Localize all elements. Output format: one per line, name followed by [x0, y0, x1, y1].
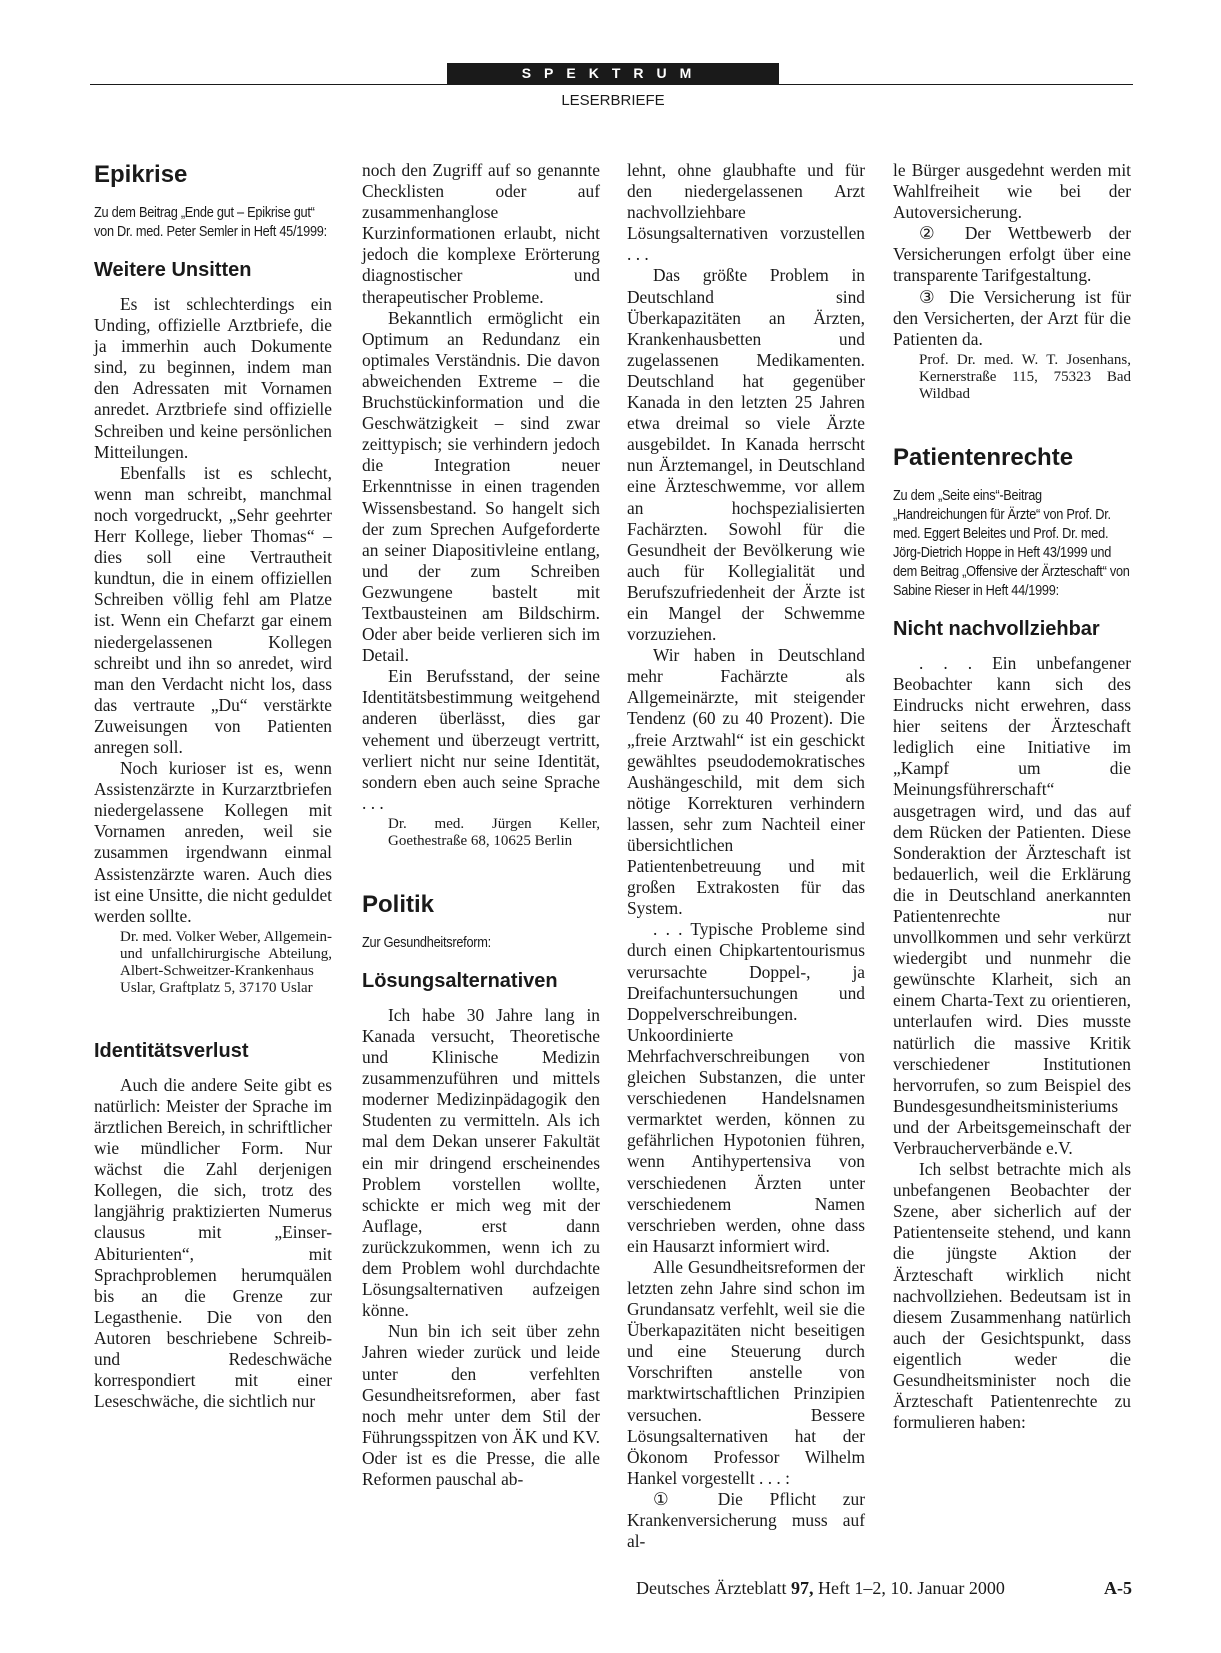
- letter-signature: Dr. med. Volker Weber, Allgemein- und unfallchirurgische Abteilung, Albert-Schweitzer-Krankenhaus Uslar, Graftplatz 5, 37170 Uslar: [120, 928, 332, 996]
- paragraph: Ich habe 30 Jahre lang in Kanada versucht, Theoretische und Klinische Medizin zusammenzuführen und mittels moderner Medizinpädagogik den Studenten zu vermitteln. Als ich mal dem Dekan unserer Fakultät ein mir dringend erscheinendes Problem vorstellen wollte, schickte er mich weg mit der Auflage, erst dann zurückzukommen, wenn ich zu dem Problem wohl durchdachte Lösungsalternativen aufzeigen könne.: [362, 1004, 600, 1321]
- paragraph: Ich selbst betrachte mich als unbefangenen Beobachter der Szene, aber sicherlich auf der Patientenseite stehend, und kann die jüngste Aktion der Ärzteschaft wirklich nicht nachvollziehen. Bedeutsam ist in diesem Zusammenhang natürlich auch der Gesichtspunkt, dass eigentlich weder die Gesundheitsminister noch die Ärzteschaft Patientenrechte zu formulieren haben:: [893, 1159, 1131, 1433]
- footer-issue: Heft 1–2, 10. Januar 2000: [813, 1578, 1005, 1598]
- paragraph: lehnt, ohne glaubhafte und für den niedergelassenen Arzt nachvollziehbare Lösungsalternativen vorzustellen . . .: [627, 160, 865, 265]
- subsection-label: LESERBRIEFE: [561, 92, 665, 109]
- article-reference: Zur Gesundheitsreform:: [362, 934, 491, 951]
- paragraph: ② Der Wettbewerb der Versicherungen erfolgt über eine transparente Tarifgestaltung.: [893, 223, 1131, 286]
- letter-headline: Nicht nachvollziehbar: [893, 617, 1100, 640]
- paragraph: . . . Typische Probleme sind durch einen Chipkartentourismus verursachte Doppel-, ja Dreifachuntersuchungen und Doppelverschreibungen. Unkoordinierte Mehrfachverschreibungen von gleichen Substanzen, die unter verschiedenen Handelsnamen vermarktet werden, können zu gefährlichen Hypotonien führen, wenn Antihypertensiva von verschiedenen Ärzten unter verschiedenem Namen verschrieben werden, ohne dass ein Hausarzt informiert wird.: [627, 919, 865, 1256]
- paragraph: Alle Gesundheitsreformen der letzten zehn Jahre sind schon im Grundansatz verfehlt, weil sie die Überkapazitäten nicht beseitigen und eine Steuerung durch Vorschriften anstelle von marktwirtschaftlichen Prinzipien versuchen. Bessere Lösungsalternativen hat der Ökonom Professor Wilhelm Hankel vorgestellt . . . :: [627, 1256, 865, 1488]
- paragraph: Nun bin ich seit über zehn Jahren wieder zurück und leide unter den verfehlten Gesundheitsreformen, aber fast noch mehr unter dem Stil der Führungsspitzen von ÄK und KV. Oder ist es die Presse, die alle Reformen pauschal ab-: [362, 1321, 600, 1489]
- paragraph: Ebenfalls ist es schlecht, wenn man schreibt, manchmal noch vorgedruckt, „Sehr geehrter Herr Kollege, lieber Thomas“ – dies soll eine Vertrautheit kundtun, die in einem offiziellen Schreiben völlig fehl am Platze ist. Wenn ein Chefarzt gar einem niedergelassenen Kollegen schreibt und ihn so anredet, wird man den Verdacht nicht los, dass das vertraute „Du“ verstärkte Zuweisungen von Patienten anregen soll.: [94, 462, 332, 757]
- paragraph: Es ist schlechterdings ein Unding, offizielle Arztbriefe, die ja immerhin auch Dokumente sind, zu beginnen, indem man den Adressaten mit Vornamen anredet. Arztbriefe sind offizielle Schreiben und keine persönlichen Mitteilungen.: [94, 294, 332, 462]
- paragraph: Ein Berufsstand, der seine Identitätsbestimmung weitgehend anderen überlässt, dies gar vehement und überzeugt vertritt, verliert nicht nur seine Identität, sondern eben auch seine Sprache . . .: [362, 666, 600, 813]
- column-1: [94, 160, 332, 1412]
- letter-headline: Weitere Unsitten: [94, 259, 252, 281]
- paragraph: Das größte Problem in Deutschland sind Überkapazitäten an Ärzten, Krankenhausbetten und zugelassenen Medikamenten. Deutschland hat gegenüber Kanada in den letzten 25 Jahren etwa dreimal so viele Ärzte ausgebildet. In Kanada herrscht nun Ärztemangel, in Deutschland eine Ärzteschwemme, vor allem an hochspezialisierten Fachärzten. Sowohl für die Gesundheit der Bevölkerung wie auch für Kollegialität und Berufszufriedenheit der Ärzte ist ein Mangel der Schwemme vorzuziehen.: [627, 265, 865, 645]
- letter-signature: Dr. med. Jürgen Keller, Goethestraße 68, 10625 Berlin: [388, 815, 600, 849]
- article-reference: Zu dem Beitrag „Ende gut – Epikrise gut“ von Dr. med. Peter Semler in Heft 45/1999:: [94, 205, 327, 240]
- column-4: [893, 160, 1131, 1433]
- journal-section-bar: SPEKTRUM: [447, 63, 779, 84]
- letter-headline: Identitätsverlust: [94, 1039, 249, 1062]
- column-2: [362, 160, 600, 1490]
- section-title-politik: Politik: [362, 890, 435, 918]
- page-footer: [636, 1578, 1132, 1599]
- section-title-epikrise: Epikrise: [94, 161, 188, 188]
- letter-headline: Lösungsalternativen: [362, 969, 558, 992]
- footer-journal: Deutsches Ärzteblatt: [636, 1578, 791, 1598]
- paragraph: Bekanntlich ermöglicht ein Optimum an Redundanz ein optimales Verständnis. Die davon abweichenden Extreme – die Bruchstückinformation und die Geschwätzigkeit – sind zwar zeittypisch; sie verhindern jedoch die Integration neuer Erkenntnisse in einen tragenden Wissensbestand. So hangelt sich der zum Sprechen Aufgeforderte an seiner Diapositivleine entlang, und der zum Schreiben Gezwungene bastelt mit Textbausteinen am Bildschirm. Oder aber beide verlieren sich im Detail.: [362, 307, 600, 666]
- header-rule: [90, 84, 1133, 85]
- page-number: A-5: [1104, 1578, 1132, 1598]
- paragraph: ③ Die Versicherung ist für den Versicherten, der Arzt für die Patienten da.: [893, 286, 1131, 349]
- paragraph: noch den Zugriff auf so genannte Checklisten oder auf zusammenhanglose Kurzinformationen erlaubt, nicht jedoch die komplexe Erörterung diagnostischer und therapeutischer Probleme.: [362, 160, 600, 307]
- paragraph: Auch die andere Seite gibt es natürlich: Meister der Sprache im ärztlichen Bereich, in schriftlicher wie mündlicher Form. Nur wächst die Zahl derjenigen Kollegen, die sich, trotz des langjährig praktizierten Numerus clausus mit „Einser-Abiturienten“, mit Sprachproblemen herumquälen bis an die Grenze zur Legasthenie. Die von den Autoren beschriebene Schreib- und Redeschwäche korrespondiert mit einer Leseschwäche, die sichtlich nur: [94, 1074, 332, 1412]
- footer-volume: 97,: [790, 1578, 814, 1598]
- paragraph: le Bürger ausgedehnt werden mit Wahlfreiheit wie bei der Autoversicherung.: [893, 160, 1131, 223]
- section-title-patientenrechte: Patientenrechte: [893, 443, 1074, 471]
- paragraph: Noch kurioser ist es, wenn Assistenzärzte in Kurzarztbriefen niedergelassene Kollegen mit Vornamen anreden, weil sie zusammen irgendwann einmal Assistenzärzte waren. Auch dies ist eine Unsitte, die nicht geduldet werden sollte.: [94, 758, 332, 926]
- letter-signature: Prof. Dr. med. W. T. Josenhans, Kernerstraße 115, 75323 Bad Wildbad: [919, 351, 1131, 402]
- paragraph: ① Die Pflicht zur Krankenversicherung muss auf al-: [627, 1488, 865, 1552]
- column-3: [627, 160, 865, 1552]
- paragraph: Wir haben in Deutschland mehr Fachärzte als Allgemeinärzte, mit steigender Tendenz (60 zu 40 Prozent). Die „freie Arztwahl“ ist ein geschickt gewähltes pseudodemokratisches Aushängeschild, mit dem sich nötige Korrekturen verhindern lassen, sehr zum Nachteil einer übersichtlichen Patientenbetreuung und mit großen Extrakosten für das System.: [627, 645, 865, 919]
- paragraph: . . . Ein unbefangener Beobachter kann sich des Eindrucks nicht erwehren, dass hier seitens der Ärzteschaft lediglich eine Initiative im „Kampf um die Meinungsführerschaft“ ausgetragen wird, und das auf dem Rücken der Patienten. Diese Sonderaktion der Ärzteschaft ist bedauerlich, weil die Erklärung die in Deutschland anerkannten Patientenrechte nur unvollkommen und sehr verkürzt wiedergibt und nunmehr die gewünschte Klarheit, sich an einem Charta-Text zu orientieren, unterlaufen wird. Dies musste natürlich die massive Kritik verschiedener Institutionen hervorrufen, so zum Beispiel des Bundesgesundheitsministeriums und der Arbeitsgemeinschaft der Verbraucherverbände e.V.: [893, 652, 1131, 1158]
- article-reference: Zu dem „Seite eins“-Beitrag „Handreichungen für Ärzte“ von Prof. Dr. med. Eggert Beleites und Prof. Dr. med. Jörg-Dietrich Hoppe in Heft 43/1999 und dem Beitrag „Offensive der Ärzteschaft“ von Sabine Rieser in Heft 44/1999:: [893, 487, 1130, 599]
